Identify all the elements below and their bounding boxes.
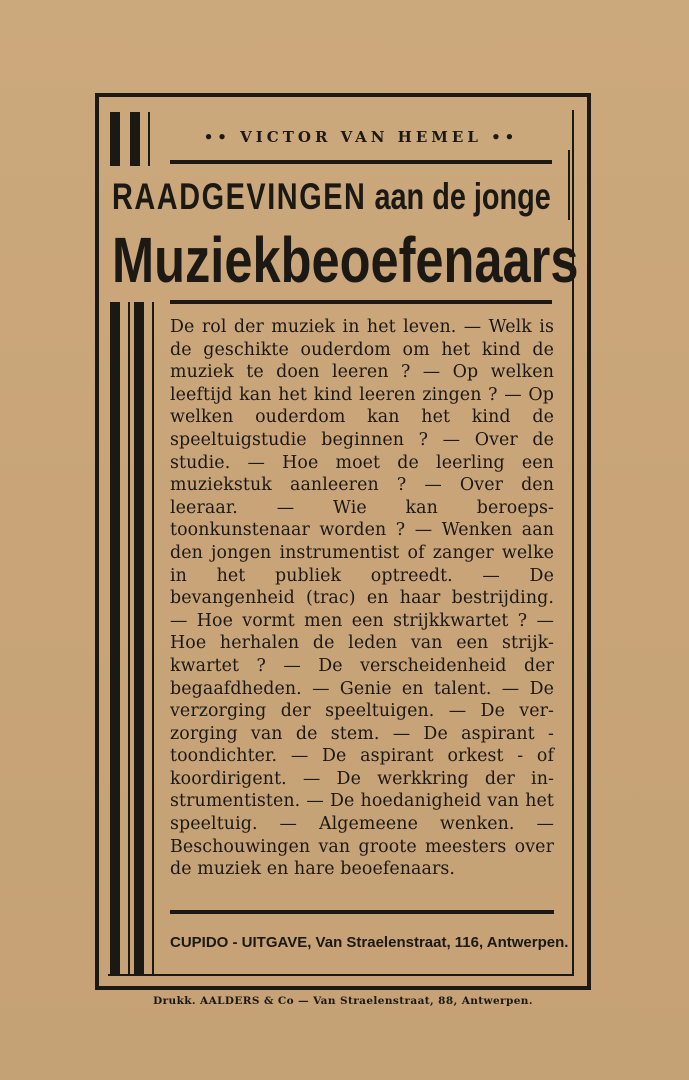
right-thin-line bbox=[568, 150, 570, 220]
author-rule bbox=[170, 160, 552, 164]
table-of-contents: De rol der muziek in het leven. — Welk is de geschikte ouderdom om het kind de muziek te doen leeren ? — Op welken leeftijd kan het kind leeren zingen ? — Op welken ouderdom kan het kind de speeltuigstudie beginnen ? — Over de studie. — Hoe moet de leerling een muziekstuk aanleeren ? — Over den leeraar. — Wie kan beroeps-toonkunstenaar worden ? — Wenken aan den jongen instrumentist of zanger welke in het publiek optreedt. — De bevangenheid (trac) en haar bestrijding. — Hoe vormt men een strijkkwartet ? — Hoe herhalen de leden van een strijk-kwartet ? — De verscheidenheid der begaafdheden. — Genie en talent. — De verzorging der speeltuigen. — De ver-zorging van de stem. — De aspirant - toondichter. — De aspirant orkest - of koordirigent. — De werkkring der in-strumentisten. — De hoedanigheid van het speeltuig. — Algemeene wenken. — Beschouwingen van groote meesters over de muziek en hare beoefenaars. bbox=[170, 317, 554, 880]
top-left-bar-2 bbox=[130, 112, 140, 166]
top-left-bar-1 bbox=[110, 112, 120, 166]
author-name: •• VICTOR VAN HEMEL •• bbox=[203, 128, 519, 146]
publisher-rule bbox=[170, 910, 554, 914]
publisher-line: CUPIDO - UITGAVE, Van Straelenstraat, 116, Antwerpen. bbox=[170, 934, 569, 951]
top-left-thin-line bbox=[148, 112, 150, 166]
left-bar-1 bbox=[110, 302, 120, 976]
left-thin-line bbox=[128, 302, 130, 976]
title-line-1 bbox=[112, 172, 551, 222]
title-caps: RAADGEVINGEN bbox=[112, 176, 367, 217]
left-bar-2 bbox=[134, 302, 144, 976]
printer-imprint: Drukk. AALDERS & Co — Van Straelenstraat, 88, Antwerpen. bbox=[153, 995, 533, 1007]
title-rest: aan de jonge bbox=[374, 176, 551, 217]
title-line-2: Muziekbeoefenaars bbox=[112, 224, 579, 296]
left-thin-line-2 bbox=[152, 302, 154, 976]
title-rule bbox=[170, 300, 552, 304]
